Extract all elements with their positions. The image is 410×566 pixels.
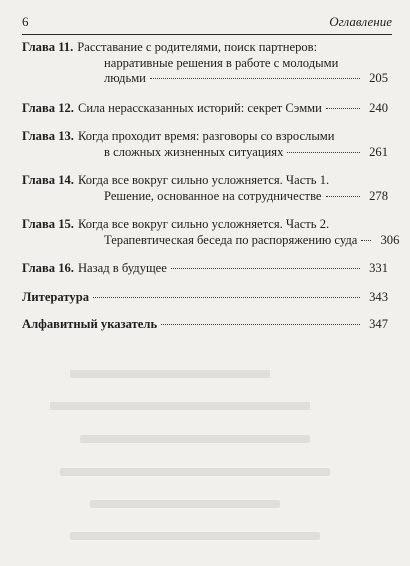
chapter-title: Когда проходит время: разговоры со взрослыми <box>77 129 335 143</box>
toc-entry <box>22 173 388 204</box>
page-reference: 261 <box>369 144 388 159</box>
chapter-label: Глава 12. <box>22 100 74 115</box>
toc-entry <box>22 40 388 87</box>
page-reference: 306 <box>380 232 400 247</box>
dot-leader <box>287 151 360 153</box>
chapter-label: Глава 14. <box>22 173 74 187</box>
dot-leader <box>361 239 371 241</box>
page-reference: 205 <box>369 71 388 85</box>
toc-entry <box>22 101 388 117</box>
toc-entry-line <box>22 129 388 145</box>
chapter-title: Решение, основанное на сотрудничестве <box>104 188 322 203</box>
chapter-label: Глава 15. <box>22 217 74 231</box>
toc-entry-line <box>22 40 388 56</box>
page-number: 6 <box>22 14 29 29</box>
dot-leader <box>150 77 360 79</box>
chapter-title: Сила нерассказанных историй: секрет Сэмми <box>77 100 322 115</box>
toc-entry-line <box>22 145 388 161</box>
table-of-contents <box>22 40 400 345</box>
page-reference: 347 <box>369 317 388 331</box>
chapter-title: Назад в будущее <box>77 261 167 275</box>
running-head: Оглавление <box>329 14 392 29</box>
chapter-label: Глава 11. <box>22 40 74 54</box>
toc-entry <box>22 290 388 306</box>
toc-entry-line <box>22 189 388 205</box>
chapter-title: Когда все вокруг сильно усложняется. Часть 1. <box>77 173 330 187</box>
chapter-title: нарративные решения в работе с молодыми <box>104 55 339 70</box>
toc-entry-line <box>22 71 388 87</box>
chapter-label: Глава 16. <box>22 261 74 275</box>
dot-leader <box>161 323 360 325</box>
chapter-title: Терапевтическая беседа по распоряжению суда <box>104 232 358 247</box>
toc-entry-line <box>22 317 388 333</box>
page-reference: 278 <box>369 188 388 203</box>
toc-entry-line <box>22 217 388 233</box>
toc-entry-line <box>22 173 388 189</box>
chapter-title: Литература <box>22 289 90 304</box>
bleed-through-text <box>10 340 400 566</box>
dot-leader <box>93 296 360 298</box>
chapter-label: Глава 13. <box>22 129 74 143</box>
page-reference: 343 <box>369 289 388 304</box>
toc-entry-line <box>22 56 388 72</box>
toc-entry-line <box>22 232 400 249</box>
chapter-title: Расставание с родителями, поиск партнеров: <box>77 40 318 54</box>
page-reference: 240 <box>369 100 388 115</box>
page-reference: 331 <box>369 261 388 275</box>
chapter-title: Когда все вокруг сильно усложняется. Часть 2. <box>77 217 330 231</box>
toc-entry-line <box>22 261 388 277</box>
toc-entry-line <box>22 101 388 117</box>
chapter-title: людьми <box>104 71 146 85</box>
chapter-title: Алфавитный указатель <box>22 317 158 331</box>
toc-entry <box>22 129 388 160</box>
dot-leader <box>326 195 360 197</box>
chapter-title: в сложных жизненных ситуациях <box>104 144 284 159</box>
toc-entry <box>22 217 400 248</box>
dot-leader <box>171 267 360 269</box>
toc-entry-line <box>22 290 388 306</box>
toc-entry <box>22 261 388 277</box>
page-header <box>22 14 392 35</box>
dot-leader <box>326 107 360 109</box>
toc-entry <box>22 317 388 333</box>
